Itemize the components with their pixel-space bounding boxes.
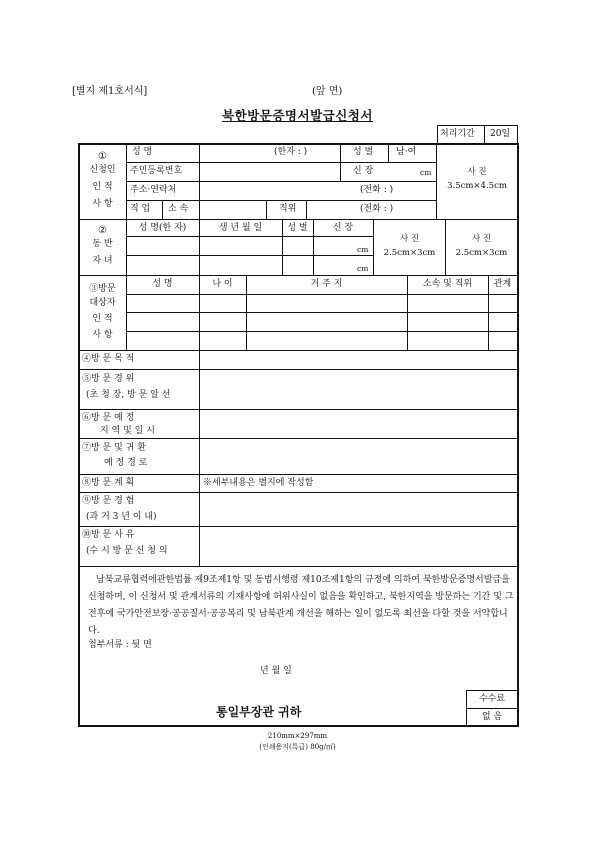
target-col-relation: 관계	[493, 279, 512, 289]
row-10-sublabel: (수 시 방 문 신 청 의	[86, 546, 168, 556]
section-3-label-3: 인 적	[92, 314, 113, 324]
row-8-label: ⑧방 문 계 획	[82, 478, 135, 488]
child-photo-2-title: 사 진	[471, 234, 492, 244]
row-6-label: ⑥방 문 예 정	[82, 413, 135, 423]
section-3-label-1: ③방문	[89, 284, 116, 294]
sex-label: 성 별	[353, 147, 374, 157]
section-1-number: ①	[98, 151, 107, 162]
height-unit: cm	[420, 168, 432, 177]
hanja-label: (한자 : )	[274, 147, 308, 157]
section-2-label-2: 자 녀	[92, 256, 113, 266]
name-label: 성 명	[132, 147, 153, 157]
job-label: 직 업	[130, 204, 151, 214]
height-label: 신 장	[353, 166, 374, 176]
address-label: 주소·연락처	[130, 185, 177, 195]
child-photo-2-size: 2.5cm×3cm	[455, 248, 508, 258]
form-number: [별지 제1호서식]	[72, 86, 148, 97]
paper-size: 210mm×297mm	[267, 732, 328, 740]
rrn-label: 주민등록번호	[130, 166, 183, 176]
pledge-statement: 남북교류협력에관한법률 제9조제1항 및 동법시행령 제10조제1항의 규정에 의하여 북한방문증명서발급을 신청하며, 이 신청서 및 관계서류의 기재사항에 허위사실이 없음을 확인하고, 북한지역을 방문하는 기간 및 그 전후에 국가안전보장·공공질서·공공복리 및 남북관계 개선을 해하는 일이 없도록 최선을 다할 것을 서약합니다.	[88, 575, 514, 636]
child-height-unit-1: cm	[357, 245, 369, 254]
row-7-label: ⑦방 문 및 귀 환	[82, 443, 146, 453]
position-label: 직위	[279, 204, 297, 214]
section-2-number: ②	[98, 225, 107, 236]
applicant-photo-size: 3.5cm×4.5cm	[447, 181, 507, 191]
child-photo-1-title: 사 진	[399, 234, 420, 244]
target-col-address: 거 주 지	[310, 279, 343, 289]
fee-value: 없 음	[481, 712, 503, 722]
child-col-birth: 생 년 월 일	[218, 223, 263, 233]
applicant-photo-title: 사 진	[467, 167, 487, 177]
row-8-note: ※세부내용은 별지에 작성함	[203, 478, 314, 488]
fee-label: 수수료	[478, 694, 506, 704]
sex-options: 남·여	[396, 147, 417, 157]
child-col-sex: 성 별	[287, 223, 308, 233]
row-5-label: ⑤방 문 경 위	[82, 374, 135, 384]
phone-label-1: (전화 : )	[360, 185, 394, 195]
row-4-label: ④방 문 목 적	[82, 354, 135, 364]
attachments-label: 첨부서류 : 뒷 면	[88, 640, 152, 650]
section-3-label-2: 대상자	[89, 298, 116, 308]
page-side-label: (앞 면)	[312, 86, 343, 97]
child-height-unit-2: cm	[357, 264, 369, 273]
section-1-label-3: 사 항	[92, 199, 113, 209]
target-col-age: 나 이	[212, 279, 233, 289]
row-7-sublabel: 예 정 경 로	[104, 458, 148, 468]
row-10-label: ⑩방 문 사 유	[82, 530, 135, 540]
recipient: 통일부장관 귀하	[216, 705, 302, 719]
phone-label-2: (전화 : )	[360, 204, 394, 214]
section-1-label-2: 인 적	[92, 182, 113, 192]
section-3-label-4: 사 항	[92, 330, 113, 340]
row-9-label: ⑨방 문 경 험	[82, 496, 135, 506]
section-2-label-1: 동 반	[92, 239, 113, 249]
target-col-name: 성 명	[152, 279, 173, 289]
child-photo-box-2	[446, 232, 517, 260]
processing-period-label: 처리기간	[440, 129, 475, 139]
child-photo-box-1	[374, 232, 445, 260]
paper-spec: (인쇄용지(특급) 80g/㎡)	[259, 743, 336, 751]
child-col-name: 성 명(한 자)	[138, 223, 187, 233]
row-6-sublabel: 지 역 및 일 시	[100, 426, 155, 436]
row-5-sublabel: (초 청 장, 방 문 알 선	[86, 390, 171, 400]
row-9-sublabel: (과 거 3 년 이 내)	[86, 512, 157, 522]
child-col-height: 신 장	[332, 223, 354, 233]
section-1-label-1: 신청인	[89, 165, 116, 175]
processing-period-value: 20일	[490, 129, 511, 139]
child-photo-1-size: 2.5cm×3cm	[383, 248, 436, 258]
target-col-affiliation: 소속 및 직위	[422, 279, 473, 289]
applicant-photo-box	[437, 165, 517, 193]
date-line: 년 월 일	[260, 666, 292, 676]
form-title: 북한방문증명서발급신청서	[222, 108, 373, 123]
affiliation-label: 소 속	[168, 204, 189, 214]
